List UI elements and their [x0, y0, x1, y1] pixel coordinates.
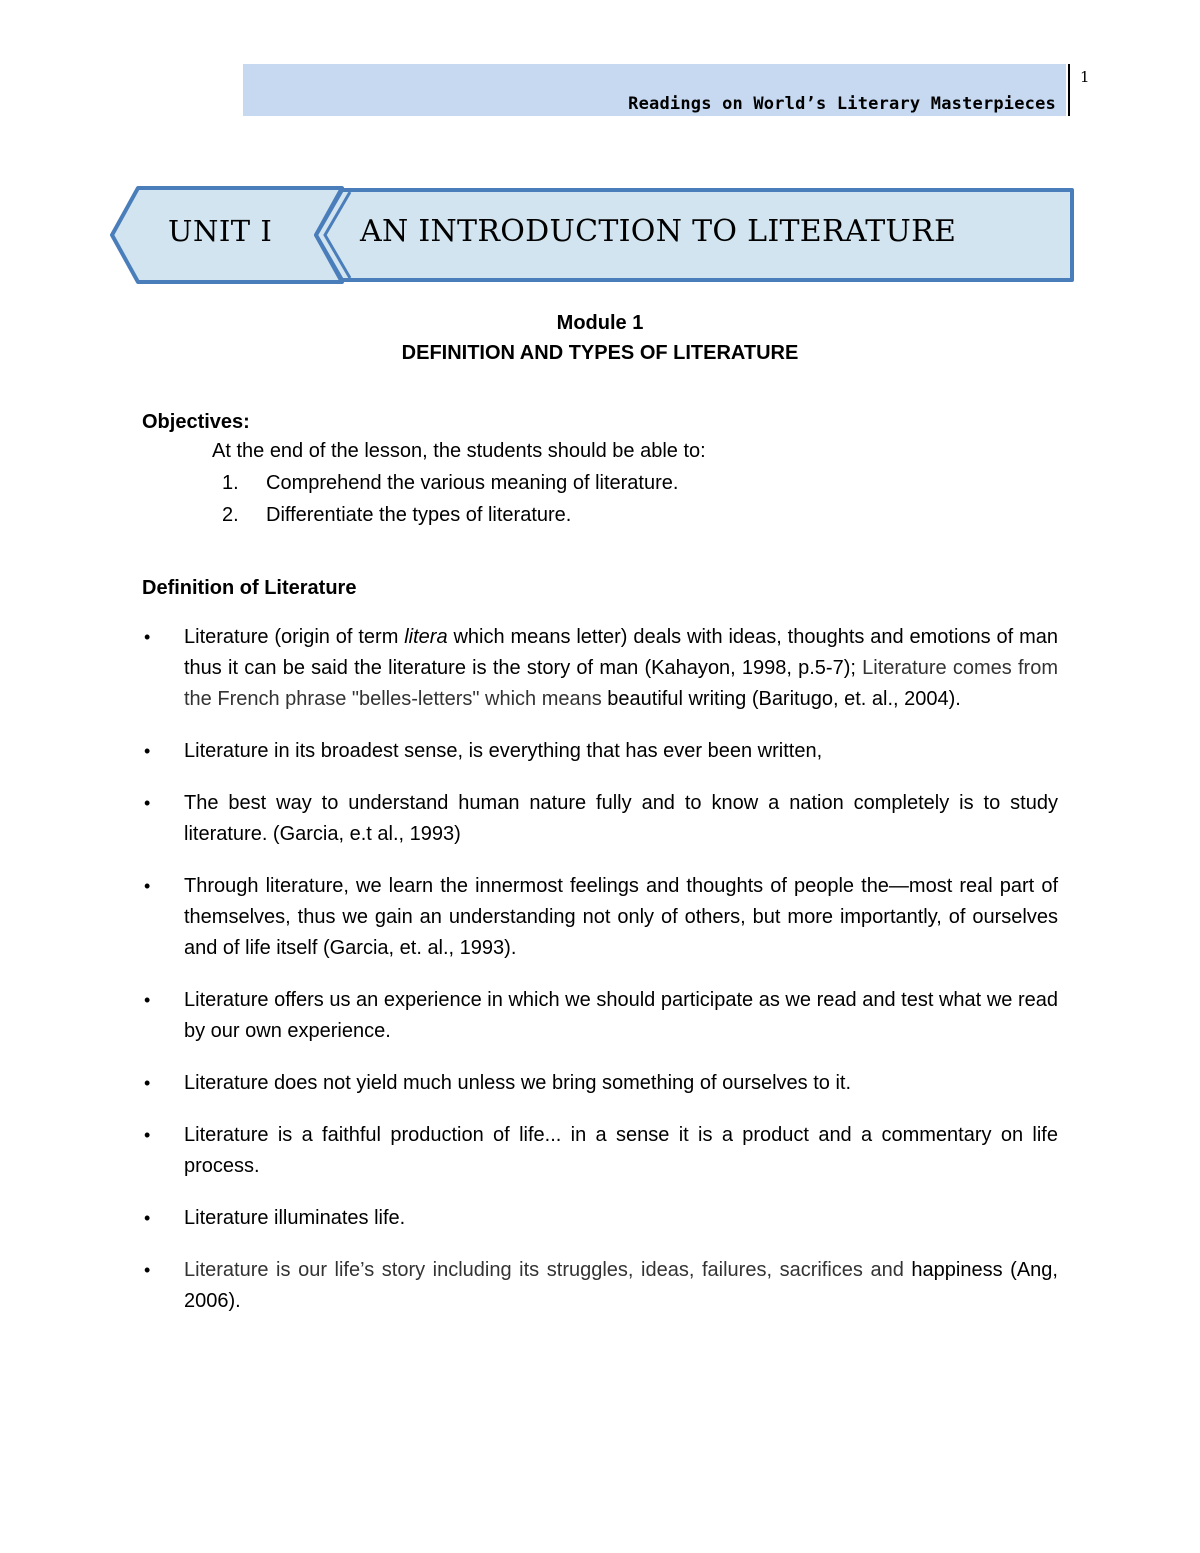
bullet-icon: •	[144, 1125, 151, 1145]
objective-text: Comprehend the various meaning of literature.	[266, 472, 679, 494]
list-item	[142, 622, 1058, 715]
module-title: DEFINITION AND TYPES OF LITERATURE	[401, 342, 799, 364]
objective-number: 1.	[222, 472, 239, 494]
bullet-text: beautiful writing (Baritugo, et. al., 2004).	[601, 688, 961, 710]
bullet-icon: •	[144, 990, 151, 1010]
bullet-text: happiness (Ang, 2006).	[184, 1259, 1058, 1312]
bullet-text: Literature is a faithful production of life... in a sense it is a product and a commentary on life process.	[184, 1124, 1058, 1177]
bullet-text: The best way to understand human nature fully and to know a nation completely is to study literature. (Garcia, e.t al., 1993)	[184, 792, 1058, 845]
objectives-label: Objectives:	[142, 411, 250, 433]
module-label: Module 1	[556, 312, 644, 334]
module-heading	[0, 308, 1200, 368]
bullet-icon: •	[144, 793, 151, 813]
list-item	[142, 788, 1058, 850]
bullet-icon: •	[144, 1073, 151, 1093]
unit-banner	[110, 186, 1080, 284]
definition-heading: Definition of Literature	[142, 577, 357, 599]
list-item	[142, 1255, 1058, 1317]
bullet-icon: •	[144, 1208, 151, 1228]
objective-number: 2.	[222, 504, 239, 526]
objective-item	[222, 470, 678, 502]
list-item	[142, 736, 1058, 767]
list-item	[142, 1203, 1058, 1234]
bullet-text: Literature (origin of term	[184, 626, 405, 648]
objectives-intro: At the end of the lesson, the students should be able to:	[212, 440, 706, 462]
bullet-text: Literature illuminates life.	[184, 1207, 406, 1229]
bullet-text: Literature in its broadest sense, is everything that has ever been written,	[184, 740, 823, 762]
objectives-list	[222, 470, 678, 534]
bullet-icon: •	[144, 741, 151, 761]
list-item	[142, 985, 1058, 1047]
document-title: Readings on World’s Literary Masterpieces	[628, 94, 1056, 114]
definition-list	[142, 622, 1058, 1338]
italic-term: litera	[404, 626, 448, 648]
unit-title: AN INTRODUCTION TO LITERATURE	[360, 214, 957, 249]
bullet-text: which means letter) deals with ideas, thoughts and emotions of man thus it can be said the literature is the story of man (Kahayon, 1998, p.5-7);	[184, 626, 1058, 679]
bullet-text: Through literature, we learn the innermost feelings and thoughts of people the—most real part of themselves, thus we gain an understanding not only of others, but more importantly, of ourselves and of life itself (Garcia, et. al., 1993).	[184, 875, 1058, 959]
bullet-text: Literature offers us an experience in which we should participate as we read and test what we read by our own experience.	[184, 989, 1058, 1042]
bullet-text: Literature does not yield much unless we bring something of ourselves to it.	[184, 1072, 852, 1094]
bullet-text-gray: Literature is our life’s story including its struggles, ideas, failures, sacrifices and	[184, 1259, 904, 1281]
objective-item	[222, 502, 678, 534]
list-item	[142, 1120, 1058, 1182]
bullet-icon: •	[144, 876, 151, 896]
header-band	[243, 64, 1066, 116]
page-number: 1	[1080, 68, 1090, 86]
list-item	[142, 1068, 1058, 1099]
objective-text: Differentiate the types of literature.	[266, 504, 572, 526]
list-item	[142, 871, 1058, 964]
bullet-icon: •	[144, 1260, 151, 1280]
bullet-icon: •	[144, 627, 151, 647]
unit-label: UNIT I	[168, 214, 273, 248]
header-divider	[1068, 64, 1070, 116]
bullet-text-gray: Literature comes from the French phrase "belles-letters" which means	[184, 657, 1058, 710]
